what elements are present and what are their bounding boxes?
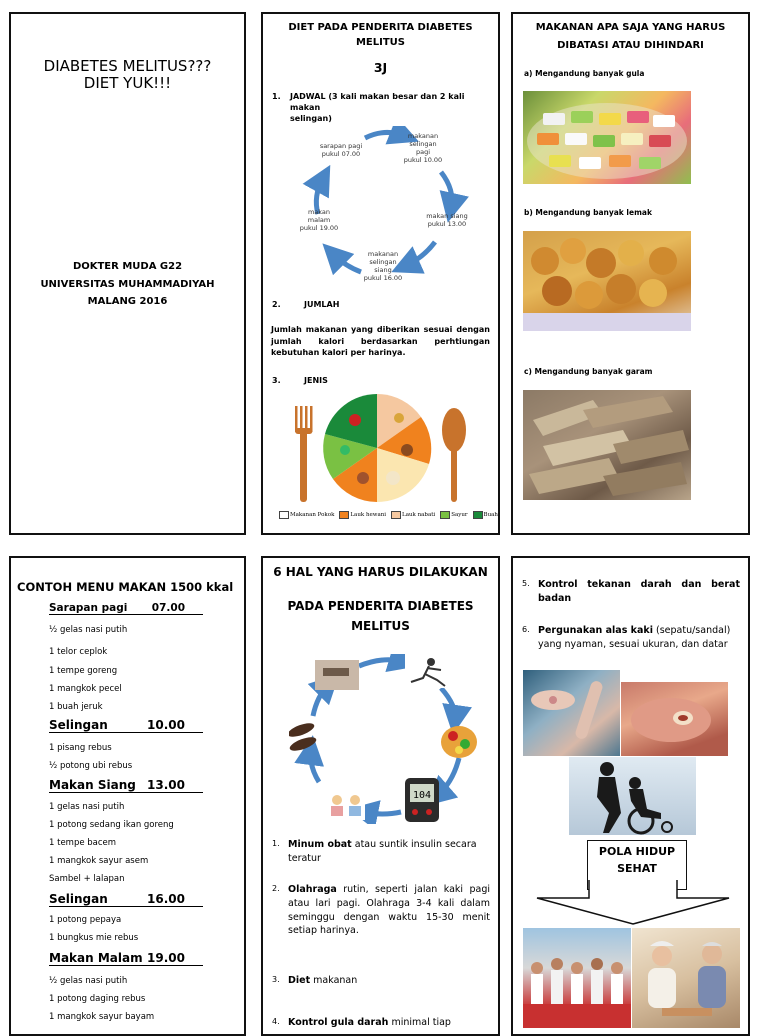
menu-item: 1 buah jeruk [49, 702, 103, 712]
schedule-text: malam [307, 216, 331, 225]
six-step-3 [272, 974, 490, 988]
meal-heading [49, 602, 203, 615]
diet-title [263, 20, 498, 50]
schedule-text: selingan [369, 258, 397, 267]
meal-heading [49, 892, 203, 907]
menu-item: ½ potong ubi rebus [49, 761, 133, 771]
diet-item-label: JENIS [304, 376, 328, 385]
footwear-icon [289, 721, 318, 754]
salted-fish-illustration [523, 390, 691, 500]
diet-item-jadwal [272, 91, 494, 125]
legend-label: Sayur [451, 512, 468, 518]
menu-title: CONTOH MENU MAKAN 1500 kkal [17, 580, 234, 594]
legend-label: Makanan Pokok [290, 512, 335, 518]
step-bold: Minum obat [288, 839, 352, 850]
legend-swatch [473, 511, 483, 519]
six-subtitle-line1: PADA PENDERITA DIABETES [287, 599, 474, 613]
menu-item: 1 potong pepaya [49, 915, 122, 925]
food-legend [279, 511, 498, 519]
step-bold: Kontrol tekanan darah dan berat badan [538, 579, 740, 604]
meal-time: 16.00 [147, 892, 185, 906]
diet-title-line1: DIET PADA PENDERITA DIABETES [288, 22, 473, 33]
menu-item: ½ gelas nasi putih [49, 976, 128, 986]
cover-credit [11, 258, 244, 311]
schedule-text: makan [307, 208, 331, 216]
step-bold: Kontrol gula darah [288, 1017, 389, 1028]
schedule-makan-siang [417, 212, 477, 228]
cover-institution-line1: UNIVERSITAS MUHAMMADIYAH [40, 278, 215, 290]
schedule-text: pukul 10.00 [403, 156, 443, 165]
step-bold: Diet [288, 975, 311, 986]
diet-item-jumlah [272, 299, 494, 310]
diet-title-line2: MELITUS [355, 37, 406, 48]
box-line2: SEHAT [617, 862, 657, 876]
spoon-icon [442, 408, 466, 502]
diabetic-foot-image-1 [523, 670, 620, 756]
schedule-text: pukul 13.00 [427, 220, 467, 229]
diet-item-jenis [272, 375, 494, 386]
legend-swatch [339, 511, 349, 519]
cover-author: DOKTER MUDA G22 [72, 261, 183, 272]
step-number: 1. [272, 839, 280, 848]
schedule-text: pukul 07.00 [321, 150, 361, 159]
diet-amount-text: Jumlah makanan yang diberikan sesuai dengan jumlah kalori berdasarkan perhtiungan kebutuhan kalori per harinya. [271, 325, 490, 358]
sweets-illustration [523, 91, 691, 184]
menu-item: 1 mangkok sayur bayam [49, 1012, 155, 1022]
meal-name: Selingan [49, 892, 108, 906]
couple-illustration [632, 928, 740, 1028]
step-number: 4. [272, 1017, 280, 1026]
cover-title [11, 58, 244, 93]
group-exercise-image [523, 928, 631, 1028]
crowd-illustration [523, 928, 631, 1028]
schedule-text: pukul 19.00 [299, 224, 339, 233]
diet-panel [261, 12, 500, 535]
meal-time: 07.00 [151, 602, 185, 614]
schedule-text: makan siang [426, 212, 468, 220]
legend-swatch [279, 511, 289, 519]
diabetic-foot-image-2 [621, 682, 728, 756]
avoid-label-lemak: b) Mengandung banyak lemak [524, 208, 652, 217]
diet-item-number: 3. [272, 376, 281, 385]
six-subtitle-line2: MELITUS [351, 619, 410, 634]
legend-item [279, 511, 334, 519]
avoid-title-line1: MAKANAN APA SAJA YANG HARUS [535, 22, 726, 33]
legend-label: Lauk hewani [350, 512, 387, 518]
menu-item: 1 tempe bacem [49, 838, 117, 848]
menu-item: 1 bungkus mie rebus [49, 933, 139, 943]
healthy-food-icon [441, 726, 477, 758]
legend-label: Buah [483, 512, 498, 518]
step-text: makanan [310, 975, 358, 986]
box-line1: POLA HIDUP [598, 845, 676, 858]
cover-title-line2: DIET YUK!!! [83, 74, 172, 93]
menu-panel [9, 556, 246, 1036]
avoid-label-gula: a) Mengandung banyak gula [524, 69, 645, 78]
six-step-6 [522, 624, 740, 652]
legend-item [339, 511, 386, 519]
step-number: 6. [522, 625, 530, 634]
avoid-label-garam: c) Mengandung banyak garam [524, 367, 653, 376]
step-number: 5. [522, 579, 530, 588]
step-number: 3. [272, 975, 280, 984]
schedule-selingan-siang [355, 250, 411, 283]
salted-fish-image [523, 390, 691, 500]
legend-swatch [440, 511, 450, 519]
step-bold: Pergunakan alas kaki [538, 625, 653, 636]
meal-name: Selingan [49, 718, 108, 732]
six-subtitle [263, 596, 498, 637]
legend-label: Lauk nabati [402, 512, 436, 518]
step-bold: Olahraga [288, 884, 337, 895]
meal-time: 13.00 [147, 778, 185, 792]
fried-food-illustration [523, 231, 691, 331]
meal-heading [49, 718, 203, 733]
down-arrow-icon [535, 878, 731, 926]
avoid-title [513, 19, 748, 54]
schedule-selingan-pagi [393, 132, 453, 165]
schedule-text: siang [374, 266, 392, 275]
glucose-meter-icon [405, 778, 439, 822]
menu-item: 1 telor ceplok [49, 647, 108, 657]
foot-illustration [523, 670, 620, 756]
menu-item: 1 mangkok sayur asem [49, 856, 149, 866]
six-title: 6 HAL YANG HARUS DILAKUKAN [273, 565, 488, 579]
meal-name: Sarapan pagi [49, 602, 128, 614]
cover-panel [9, 12, 246, 535]
menu-item: 1 pisang rebus [49, 743, 112, 753]
diet-item-label: JADWAL (3 kali makan besar dan 2 kali makan [290, 92, 465, 113]
running-icon [405, 654, 455, 688]
menu-item: ½ gelas nasi putih [49, 625, 128, 635]
avoid-panel [511, 12, 750, 535]
six-step-2 [272, 883, 490, 938]
more-steps-panel [511, 556, 750, 1036]
legend-swatch [391, 511, 401, 519]
diet-item-number: 1. [272, 92, 281, 101]
six-things-panel [261, 556, 500, 1036]
six-step-5 [522, 578, 740, 606]
meal-time: 10.00 [147, 718, 185, 732]
schedule-text: selingan [409, 140, 437, 149]
meter-reading: 104 [412, 790, 432, 801]
elderly-couple-image [632, 928, 740, 1028]
sweets-image [523, 91, 691, 184]
menu-item: 1 tempe goreng [49, 666, 118, 676]
six-step-1 [272, 838, 490, 866]
wheelchair-illustration [569, 757, 696, 835]
schedule-text: sarapan pagi [319, 142, 363, 150]
insulin-injection-icon [315, 660, 359, 690]
menu-item: 1 gelas nasi putih [49, 802, 125, 812]
menu-item: 1 mangkok pecel [49, 684, 122, 694]
menu-item: 1 potong daging rebus [49, 994, 146, 1004]
meal-heading [49, 951, 203, 966]
fork-icon [295, 406, 313, 502]
step-text: atau suntik insulin secara teratur [288, 839, 477, 864]
menu-item: Sambel + lalapan [49, 874, 125, 884]
diet-subtitle: 3J [373, 60, 388, 75]
schedule-text: pagi [415, 148, 431, 157]
step-text: rutin, seperti jalan kaki pagi atau lari pagi. Olahraga 3-4 kali dalam seminggu dengan waktu 15-30 menit setiap harinya. [288, 884, 490, 937]
meal-time: 19.00 [147, 951, 185, 965]
menu-item: 1 potong sedang ikan goreng [49, 820, 174, 830]
schedule-text: makanan [407, 132, 439, 140]
wheelchair-image [569, 757, 696, 835]
legend-item [473, 511, 498, 519]
legend-item [440, 511, 467, 519]
doctor-consultation-icon [325, 790, 365, 820]
schedule-sarapan [311, 142, 371, 158]
diet-item-number: 2. [272, 300, 281, 309]
step-text: (sepatu/sandal) yang nyaman, sesuai ukuran, dan datar [538, 625, 731, 650]
diet-item-label: selingan) [290, 114, 332, 124]
meal-name: Makan Siang [49, 778, 136, 792]
avoid-title-line2: DIBATASI ATAU DIHINDARI [557, 39, 704, 51]
diet-item-label: JUMLAH [304, 300, 340, 309]
six-cycle-illustration [289, 654, 479, 824]
foot-wound-illustration [621, 682, 728, 756]
legend-item [391, 511, 435, 519]
cover-institution-line2: MALANG 2016 [87, 296, 168, 307]
schedule-makan-malam [291, 208, 347, 232]
plate-icon [323, 394, 431, 502]
schedule-text: makanan [367, 250, 399, 258]
step-text: minimal tiap [388, 1017, 451, 1028]
schedule-text: pukul 16.00 [363, 274, 403, 283]
cover-title-line1: DIABETES MELITUS??? [43, 57, 212, 75]
meal-heading [49, 778, 203, 793]
fried-food-image [523, 231, 691, 331]
food-plate-illustration [291, 392, 476, 504]
step-number: 2. [272, 884, 280, 893]
meal-name: Makan Malam [49, 951, 143, 965]
six-step-4 [272, 1016, 490, 1030]
